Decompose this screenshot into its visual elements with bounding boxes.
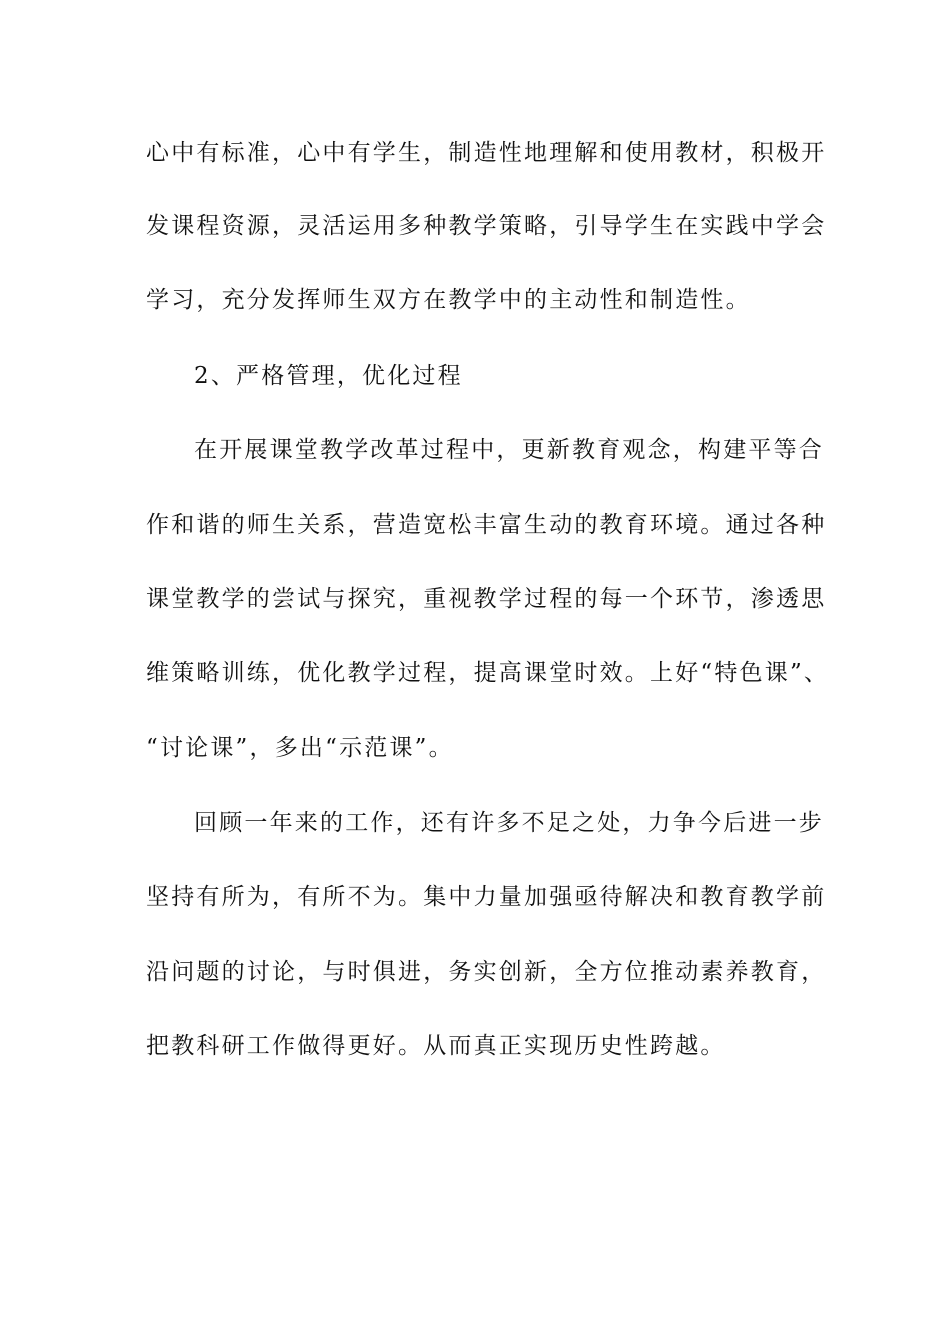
text-line: “讨论课”，多出“示范课”。 (146, 735, 454, 761)
text-line: 沿问题的讨论，与时俱进，务实创新，全方位推动素养教育， (146, 959, 827, 985)
text-line: 把教科研工作做得更好。从而真正实现历史性跨越。 (146, 1033, 726, 1059)
section-heading: 2、严格管理，优化过程 (194, 363, 463, 389)
text-line: 学习，充分发挥师生双方在教学中的主动性和制造性。 (146, 287, 751, 313)
text-line: 维策略训练，优化教学过程，提高课堂时效。上好“特色课”、 (146, 660, 830, 686)
text-line: 发课程资源，灵活运用多种教学策略，引导学生在实践中学会 (146, 213, 827, 239)
text-line: 在开展课堂教学改革过程中，更新教育观念，构建平等合 (194, 437, 824, 463)
text-line: 心中有标准，心中有学生，制造性地理解和使用教材，积极开 (146, 140, 827, 166)
text-line: 课堂教学的尝试与探究，重视教学过程的每一个环节，渗透思 (146, 586, 827, 612)
text-line: 作和谐的师生关系，营造宽松丰富生动的教育环境。通过各种 (146, 512, 827, 538)
text-line: 坚持有所为，有所不为。集中力量加强亟待解决和教育教学前 (146, 884, 827, 910)
text-line: 回顾一年来的工作，还有许多不足之处，力争今后进一步 (194, 810, 824, 836)
